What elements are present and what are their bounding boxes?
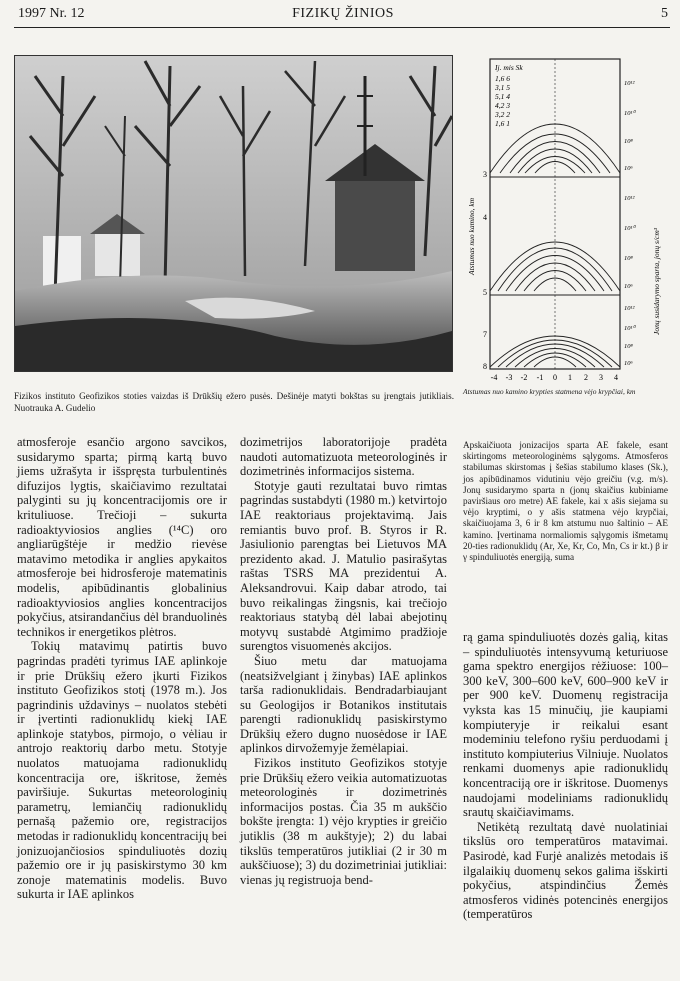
y-left-label: Atstumas nuo kamino, km: [467, 197, 476, 275]
y-right-label: Jonų susidarymo sparta, jonų s/cm³: [652, 227, 661, 335]
left-tick: 3: [483, 170, 487, 179]
right-tick: 10⁶: [624, 283, 633, 290]
x-tick: -4: [490, 373, 498, 382]
paragraph: rą gama spinduliuotės dozės galią, kitas – spinduliuotės intensyvumą keturiuose gama spektro energijos rėžiuose: 100–300 keV, 300–600 keV, 600–900 keV ir per 900 keV. Duomenų registracija vyksta kas 15 minučių, jie kaupiami kompiuteryje ir reikalui esant modeminiu telefono ryšiu perduodami į instituto kompiuterius Vilniuje. Nuolatos renkami duomenys apie radionuklidų koncentraciją ore ir iškritose. Duomenys naudojami modeliniams radionuklidų srautų skaičiavimams.: [463, 630, 668, 820]
right-tick: 10⁸: [624, 138, 633, 145]
right-tick: 10⁸: [624, 255, 633, 262]
legend-row: 3,2 2: [495, 110, 510, 119]
left-tick: 5: [483, 288, 487, 297]
paragraph: Stotyje gauti rezultatai buvo rimtas pagrindas sustabdyti (1980 m.) ketvirtojo IAE reaktoriaus projektavimą. Jais remiantis buvo prof. B. Styros ir R. Jasiulionio parengtas bei Lietuvos MA prezidento akad. J. Matulio pasirašytas raštas TSRS MA prezidentui A. Aleksandrovui. Kaip dabar atrodo, tai buvo reikalingas žingsnis, kai trečiojo reaktoriaus statybą dėl labai abejotinų motyvų sustabdė Atgimimo pradžioje surengtos visuomenės akcijos.: [240, 478, 447, 654]
x-tick: 3: [599, 373, 603, 382]
photo-caption: Fizikos instituto Geofizikos stoties vaizdas iš Drūkšių ežero pusės. Dešinėje matyti bokštas su įrengtais jutikliais. Nuotrauka A. Gudelio: [14, 391, 454, 413]
page-number: 5: [661, 6, 668, 21]
ionization-plot: [460, 55, 665, 385]
right-tick: 10¹²: [624, 195, 635, 202]
paragraph: dozimetrijos laboratorijoje pradėta naudoti automatizuota meteorologinės ir dozimetrinės informacijos sistema.: [240, 435, 447, 479]
right-tick: 10⁶: [624, 360, 633, 367]
right-tick: 10⁶: [624, 165, 633, 172]
x-axis-label: Atstumas nuo kamino krypties statmena vėjo krypčiai, km: [463, 387, 636, 396]
header-rule: [14, 27, 670, 28]
issue-label: 1997 Nr. 12: [18, 6, 85, 21]
x-tick: 4: [614, 373, 618, 382]
paragraph: Šiuo metu dar matuojama (neatsižvelgiant į žinybas) IAE aplinkos tarša radionuklidais. Bendradarbiaujant su Geologijos ir Botanikos institutais parengti radionuklidų pasiskirstymo Drūkšių ežero dugno nuosėdose ir IAE aplinkos dirvožemyje žemėlapiai.: [240, 653, 447, 756]
figure-caption: Apskaičiuota jonizacijos sparta AE fakele, esant skirtingoms meteorologinėms sąlygoms. Atmosferos stabilumas skirstomas į šešias stabilumo klases (Sk.), jos apibūdinamos vidutiniu vėjo greičiu (v.g. m/s). Jonų susidarymo sparta n (jonų skaičius kubiniame paviršiaus oro metre) AE fakele, kai x ašis siejama su vėjo kryptimi, o y ašis statmena vėjo krypčiai, skaičiuojama 3, 6 ir 8 km atstumu nuo šaltinio – AE kamino. Įvertinama normaliomis sąlygomis išmetamų 20-ties radionuklidų (Ar, Xe, Kr, Co, Mn, Cs ir kt.) β ir γ spinduliuotės energiją, suma: [463, 440, 668, 563]
legend-row: 1,6 6: [495, 74, 510, 83]
station-photo: [14, 55, 453, 372]
x-tick: -1: [536, 373, 544, 382]
x-tick: 2: [584, 373, 588, 382]
legend-row: 3,1 5: [495, 83, 510, 92]
left-tick: 4: [483, 213, 487, 222]
paragraph: Tokių matavimų patirtis buvo pagrindas pradėti tyrimus IAE aplinkoje ir prie Drūkšių ežero įkurti Fizikos instituto Geofizikos stotį (1978 m.). Jos pagrindinis uždavinys – nuolatos stebėti ir įvertinti radionuklidų kiekį IAE aplinkoje statybos, pirmojo, o vėliau ir antrojo reaktorių darbo metu. Stotyje nuolatos matuojama radionuklidų koncentracija ore, iškritose, žemės paviršiuje. Sukurtas meteorologinių parametrų, lemiančių radionuklidų pernašą pažemio ore, registracijos metodas ir radionuklidų koncentracijų bei jonizuojančiosios spinduliuotės dozių pažemio ore ir jų pasiskirstymo 30 km zonoje matematinis modelis. Buvo sukurta ir IAE aplinkos: [17, 639, 227, 902]
legend-row: 4,2 3: [495, 101, 510, 110]
right-tick: 10¹⁰: [624, 225, 636, 232]
page-header: [18, 6, 668, 26]
journal-title: FIZIKŲ ŽINIOS: [292, 6, 394, 21]
right-tick: 10¹²: [624, 80, 635, 87]
station-photo-image: [15, 56, 452, 371]
legend-row: 1,6 1: [495, 119, 510, 128]
legend-row: 5,1 4: [495, 92, 510, 101]
x-tick: -2: [520, 373, 528, 382]
right-tick: 10⁸: [624, 343, 633, 350]
right-tick: 10¹⁰: [624, 325, 636, 332]
paragraph: Fizikos instituto Geofizikos stotyje prie Drūkšių ežero veikia automatizuotas meteorologinės ir dozimetrinės informacijos postas. Čia 35 m aukščio bokšte įrengta: 1) vėjo krypties ir greičio jutiklis (38 m aukštyje); 2) du labai tikslūs temperatūros jutikliai (2 ir 30 m aukščiuose); 3) du dozimetriniai jutikliai: vienas jų registruoja bend-: [240, 756, 447, 887]
text-column-2: [240, 435, 447, 887]
right-tick: 10¹²: [624, 305, 635, 312]
paragraph: Netikėtą rezultatą davė nuolatiniai tikslūs oro temperatūros matavimai. Pasirodė, kad Furjė analizės metodais iš ilgalaikių duomenų sekos galima išskirti pokyčius, atspindinčius Žemės atmosferos vidinės potencinės energijos (temperatūros: [463, 819, 668, 922]
text-column-3: [463, 630, 668, 922]
left-tick: 7: [483, 330, 487, 339]
right-tick: 10¹⁰: [624, 110, 636, 117]
legend-header: Ij. mis Sk: [495, 63, 523, 72]
ionization-figure: [460, 55, 665, 385]
x-tick: 0: [553, 373, 557, 382]
x-tick: -3: [505, 373, 513, 382]
x-tick: 1: [568, 373, 572, 382]
paragraph: atmosferoje esančio argono savcikos, susidarymo sparta; pirmą kartą buvo jiems užrašyta ir išspręsta turbulentinės difuzijos lygtis, skaičiavimo rezultatai palyginti su jų koncentracijomis ore ir krituliuose. Trečioji – sukurta radioaktyviosios anglies (¹⁴C) oro angliarūgštėje ir medžio rievėse matavimo metodika ir anglies apykaitos atmosferoje bei hidrosferoje matematinis modelis, apibūdinantis globalinius radioaktyviosios anglies koncentracijos pokyčius, atsirandančius dėl branduolinės technikos ir energetikos plėtros.: [17, 435, 227, 639]
text-column-1: [17, 435, 227, 902]
left-tick: 8: [483, 362, 487, 371]
